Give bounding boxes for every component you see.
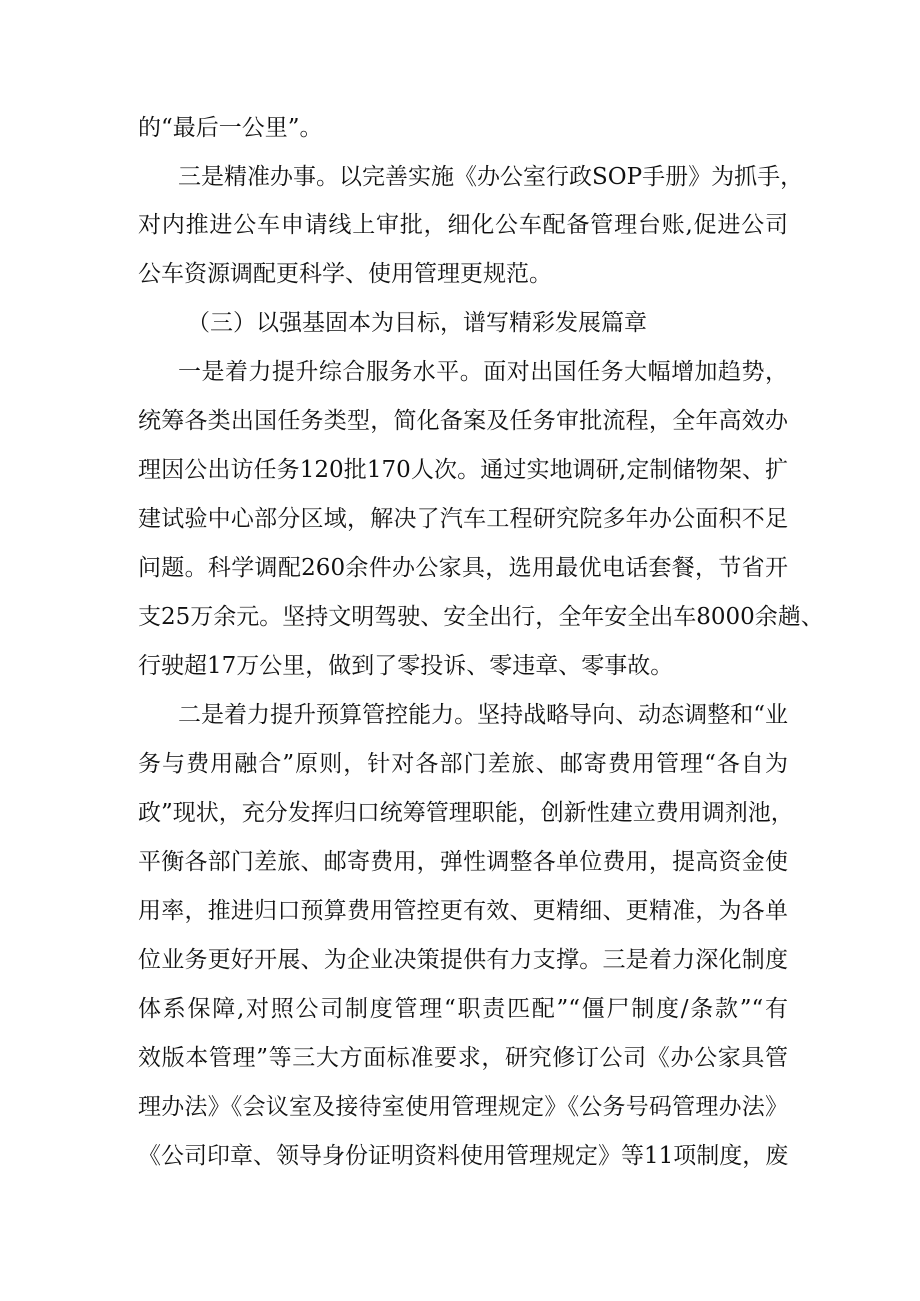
text-line: 三是精准办事。以完善实施《办公室行政SOP手册》为抓手， [178,164,804,190]
text-line: 的“最后一公里”。 [138,115,323,141]
text-line: 建试验中心部分区域，解决了汽车工程研究院多年办公面积不足 [138,506,788,532]
text-line: 支25万余元。坚持文明驾驶、安全出行，全年安全出车8000余趟、 [138,604,824,630]
text-line: 平衡各部门差旅、邮寄费用，弹性调整各单位费用，提高资金使 [138,849,788,875]
text-line: 理办法》《会议室及接待室使用管理规定》《公务号码管理办法》 [138,1094,788,1120]
text-line: 统筹各类出国任务类型，简化备案及任务审批流程，全年高效办 [138,408,788,434]
text-line: 用率，推进归口预算费用管控更有效、更精细、更精准，为各单 [138,898,788,924]
text-line: 务与费用融合”原则，针对各部门差旅、邮寄费用管理“各自为 [138,751,788,777]
text-line: 体系保障,对照公司制度管理“职责匹配”“僵尸制度/条款”“有 [138,996,788,1022]
text-line: 二是着力提升预算管控能力。坚持战略导向、动态调整和“业 [178,702,788,728]
text-line: 对内推进公车申请线上审批，细化公车配备管理台账,促进公司 [138,212,788,238]
text-line: 效版本管理”等三大方面标准要求，研究修订公司《办公家具管 [138,1045,788,1071]
text-line: 问题。科学调配260余件办公家具，选用最优电话套餐，节省开 [138,555,788,581]
text-line: 公车资源调配更科学、使用管理更规范。 [138,261,552,287]
text-line: 行驶超17万公里，做到了零投诉、零违章、零事故。 [138,653,674,679]
text-line: 理因公出访任务120批170人次。通过实地调研,定制储物架、扩 [138,457,788,483]
text-line: 《公司印章、领导身份证明资料使用管理规定》等11项制度，废 [138,1143,789,1169]
text-line: 位业务更好开展、为企业决策提供有力支撑。三是着力深化制度 [138,947,788,973]
section-heading: （三）以强基固本为目标，谱写精彩发展篇章 [187,310,647,336]
text-line: 政”现状，充分发挥归口统筹管理职能，创新性建立费用调剂池， [138,800,794,826]
text-line: 一是着力提升综合服务水平。面对出国任务大幅增加趋势， [178,359,788,385]
